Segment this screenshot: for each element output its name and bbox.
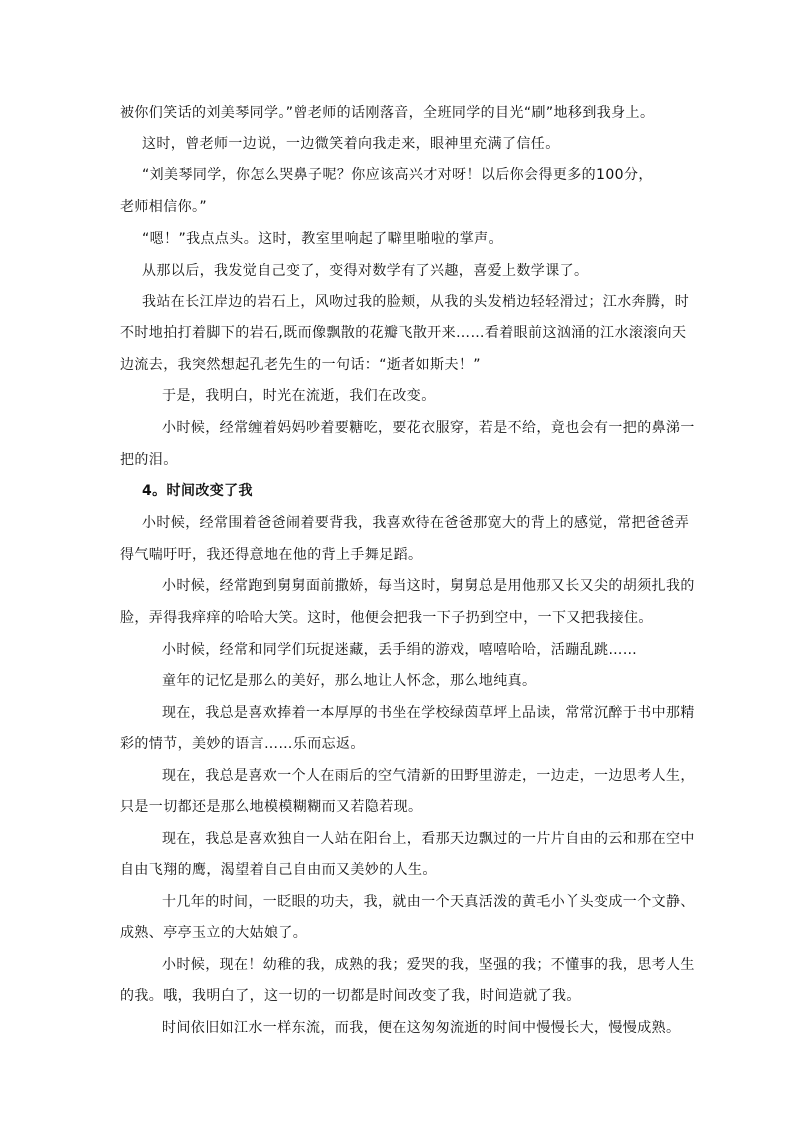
text-line: 于是，我明白，时光在流逝，我们在改变。: [162, 388, 436, 404]
text-line: “嗯！”我点点头。这时，教室里响起了噼里啪啦的掌声。: [142, 231, 503, 247]
text-line: 把的泪。: [120, 452, 178, 468]
text-line: 彩的情节，美妙的语言……乐而忘返。: [120, 736, 365, 752]
text-line: “刘美琴同学，你怎么哭鼻子呢？你应该高兴才对呀！以后你会得更多的100分，: [142, 167, 653, 183]
text-line: 不时地拍打着脚下的岩石,既而像飘散的花瓣飞散开来……看着眼前这汹涌的江水滚滚向天: [120, 325, 687, 341]
text-line: 脸，弄得我痒痒的哈哈大笑。这时，他便会把我一下子扔到空中，一下又把我接住。: [120, 610, 653, 626]
text-line: 小时候，经常缠着妈妈吵着要糖吃，要花衣服穿，若是不给，竟也会有一把的鼻涕一: [162, 420, 695, 436]
text-line: 只是一切都还是那么地模模糊糊而又若隐若现。: [120, 799, 423, 815]
text-line: 的我。哦，我明白了，这一切的一切都是时间改变了我，时间造就了我。: [120, 988, 581, 1004]
text-line: 我站在长江岸边的岩石上，风吻过我的脸颊，从我的头发梢边轻轻滑过；江水奔腾，时: [142, 294, 690, 310]
text-line: 十几年的时间，一眨眼的功夫，我，就由一个天真活泼的黄毛小丫头变成一个文静、: [162, 894, 695, 910]
text-line: 老师相信你。”: [120, 199, 208, 215]
text-line: 自由飞翔的鹰，渴望着自己自由而又美妙的人生。: [120, 862, 437, 878]
text-line: 小时候，现在！幼稚的我，成熟的我；爱哭的我，坚强的我；不懂事的我，思考人生: [162, 957, 695, 973]
text-line: 童年的记忆是那么的美好，那么地让人怀念，那么地纯真。: [162, 673, 537, 689]
text-line: 现在，我总是喜欢捧着一本厚厚的书坐在学校绿茵草坪上品读，常常沉醉于书中那精: [162, 705, 695, 721]
text-line: 得气喘吁吁，我还得意地在他的背上手舞足蹈。: [120, 547, 423, 563]
text-line: 边流去，我突然想起孔老先生的一句话：“逝者如斯夫！”: [120, 357, 481, 373]
text-line: 成熟、亭亭玉立的大姑娘了。: [120, 925, 308, 941]
text-line: 小时候，经常和同学们玩捉迷藏，丢手绢的游戏，嘻嘻哈哈，活蹦乱跳……: [162, 642, 638, 658]
text-line: 小时候，经常跑到舅舅面前撒娇，每当这时，舅舅总是用他那又长又尖的胡须扎我的: [162, 578, 695, 594]
text-line: 现在，我总是喜欢一个人在雨后的空气清新的田野里游走，一边走，一边思考人生，: [162, 768, 695, 784]
text-line: 时间依旧如江水一样东流，而我，便在这匆匆流逝的时间中慢慢长大，慢慢成熟。: [162, 1020, 681, 1036]
text-line: 这时，曾老师一边说，一边微笑着向我走来，眼神里充满了信任。: [142, 136, 560, 152]
text-line: 小时候，经常围着爸爸闹着要背我，我喜欢待在爸爸那宽大的背上的感觉，常把爸爸弄: [142, 515, 690, 531]
text-line: 从那以后，我发觉自己变了，变得对数学有了兴趣，喜爱上数学课了。: [142, 263, 589, 279]
text-line: 现在，我总是喜欢独自一人站在阳台上，看那天边飘过的一片片自由的云和那在空中: [162, 831, 695, 847]
text-line: 被你们笑话的刘美琴同学。”曾老师的话刚落音，全班同学的目光“刷”地移到我身上。: [120, 105, 655, 121]
section-heading: 4。时间改变了我: [142, 483, 253, 499]
